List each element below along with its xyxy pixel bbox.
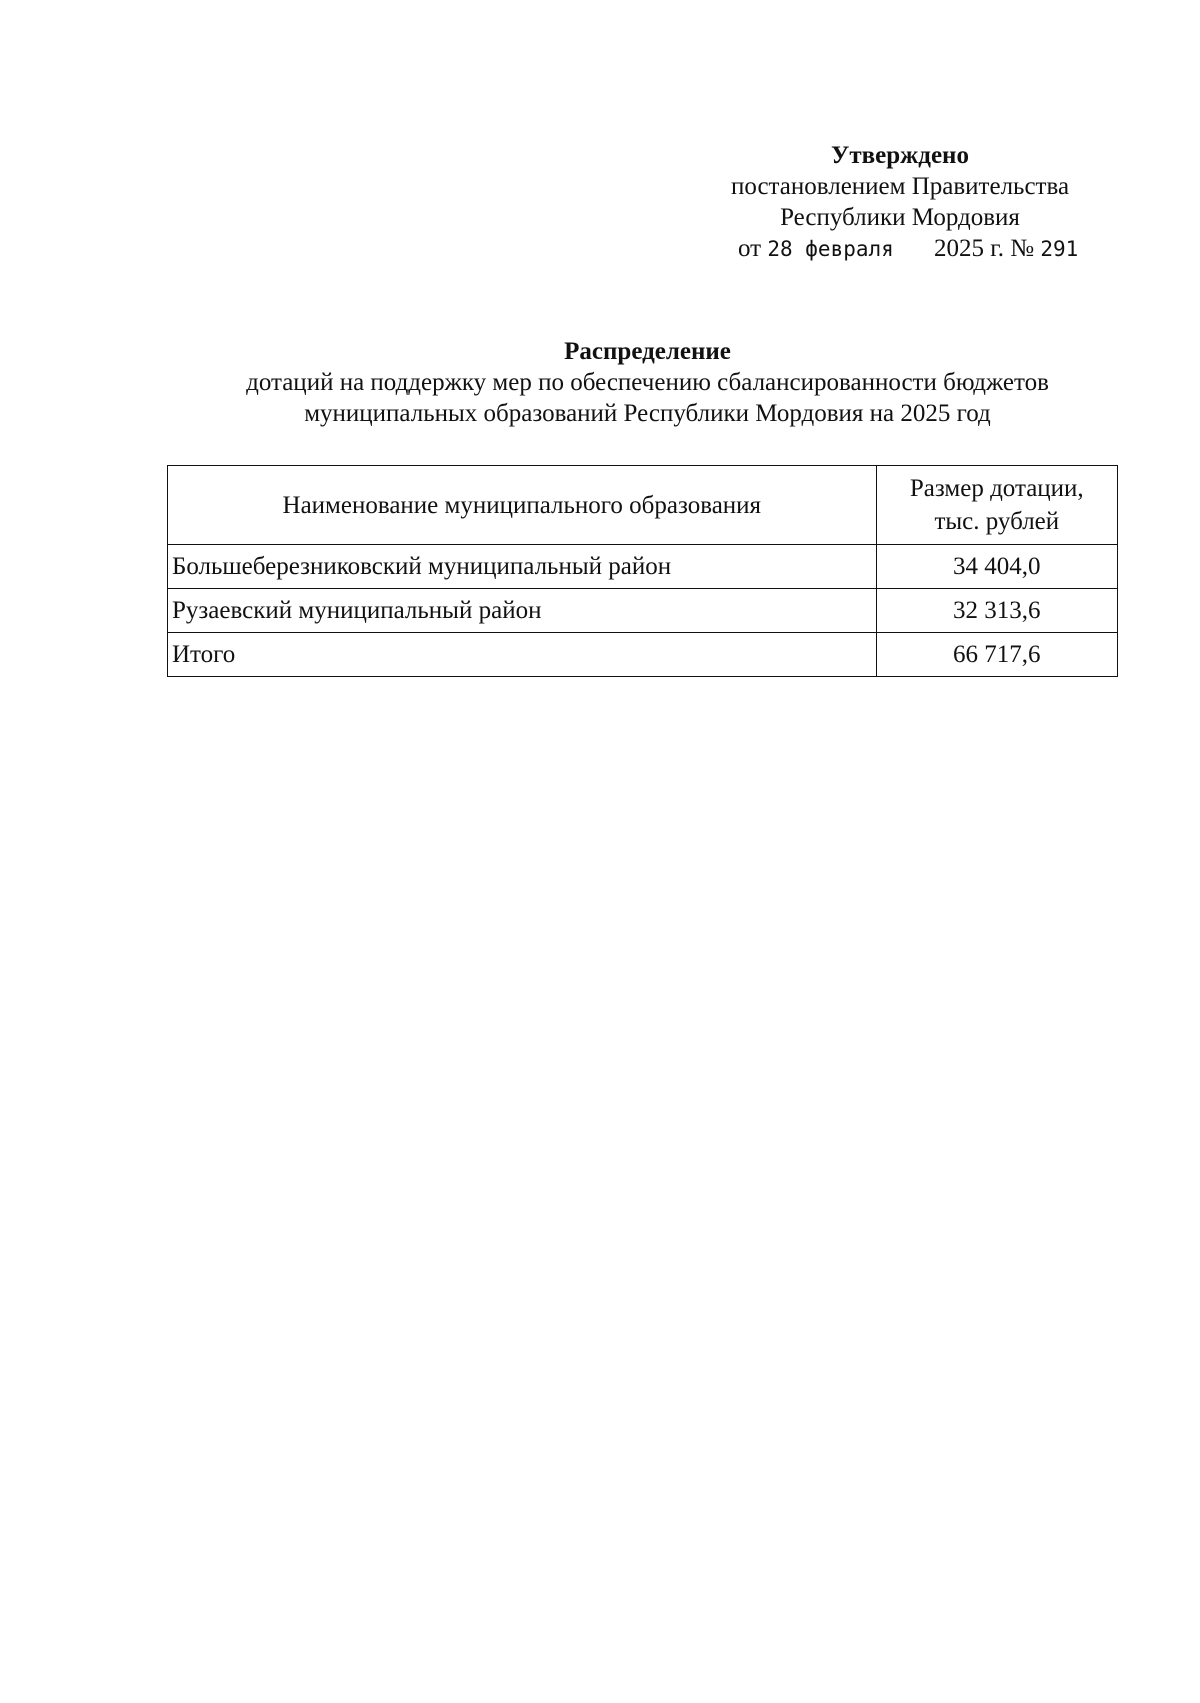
header-amount-line-1: Размер дотации, xyxy=(909,475,1084,502)
table-row xyxy=(168,589,1118,633)
table-header-row xyxy=(168,466,1118,545)
header-subsidy-amount xyxy=(876,466,1117,545)
approval-line-2: Республики Мордовия xyxy=(780,204,1020,231)
document-title: Распределение xyxy=(564,338,731,365)
date-day-month: 28 февраля xyxy=(767,237,894,261)
date-year: 2025 г. № xyxy=(934,235,1035,262)
total-label-cell: Итого xyxy=(168,633,877,677)
header-amount-line-2: тыс. рублей xyxy=(934,508,1060,535)
table-total-row xyxy=(168,633,1118,677)
document-subtitle-line-1: дотаций на поддержку мер по обеспечению сбалансированности бюджетов xyxy=(246,369,1049,396)
header-municipality-name: Наименование муниципального образования xyxy=(168,466,877,545)
document-subtitle-line-2: муниципальных образований Республики Мордовия на 2025 год xyxy=(304,400,991,427)
subsidy-amount-cell: 32 313,6 xyxy=(876,589,1117,633)
date-prefix: от xyxy=(738,235,762,262)
table-row xyxy=(168,545,1118,589)
document-title-block xyxy=(150,336,1145,429)
decree-number: 291 xyxy=(1040,237,1079,261)
approval-line-1: постановлением Правительства xyxy=(730,173,1070,200)
distribution-table xyxy=(167,465,1118,677)
approval-date-line xyxy=(700,233,1100,265)
total-amount-cell: 66 717,6 xyxy=(876,633,1117,677)
municipality-name-cell: Рузаевский муниципальный район xyxy=(168,589,877,633)
approval-block xyxy=(700,140,1100,265)
subsidy-amount-cell: 34 404,0 xyxy=(876,545,1117,589)
approval-heading: Утверждено xyxy=(831,142,969,169)
municipality-name-cell: Большеберезниковский муниципальный район xyxy=(168,545,877,589)
